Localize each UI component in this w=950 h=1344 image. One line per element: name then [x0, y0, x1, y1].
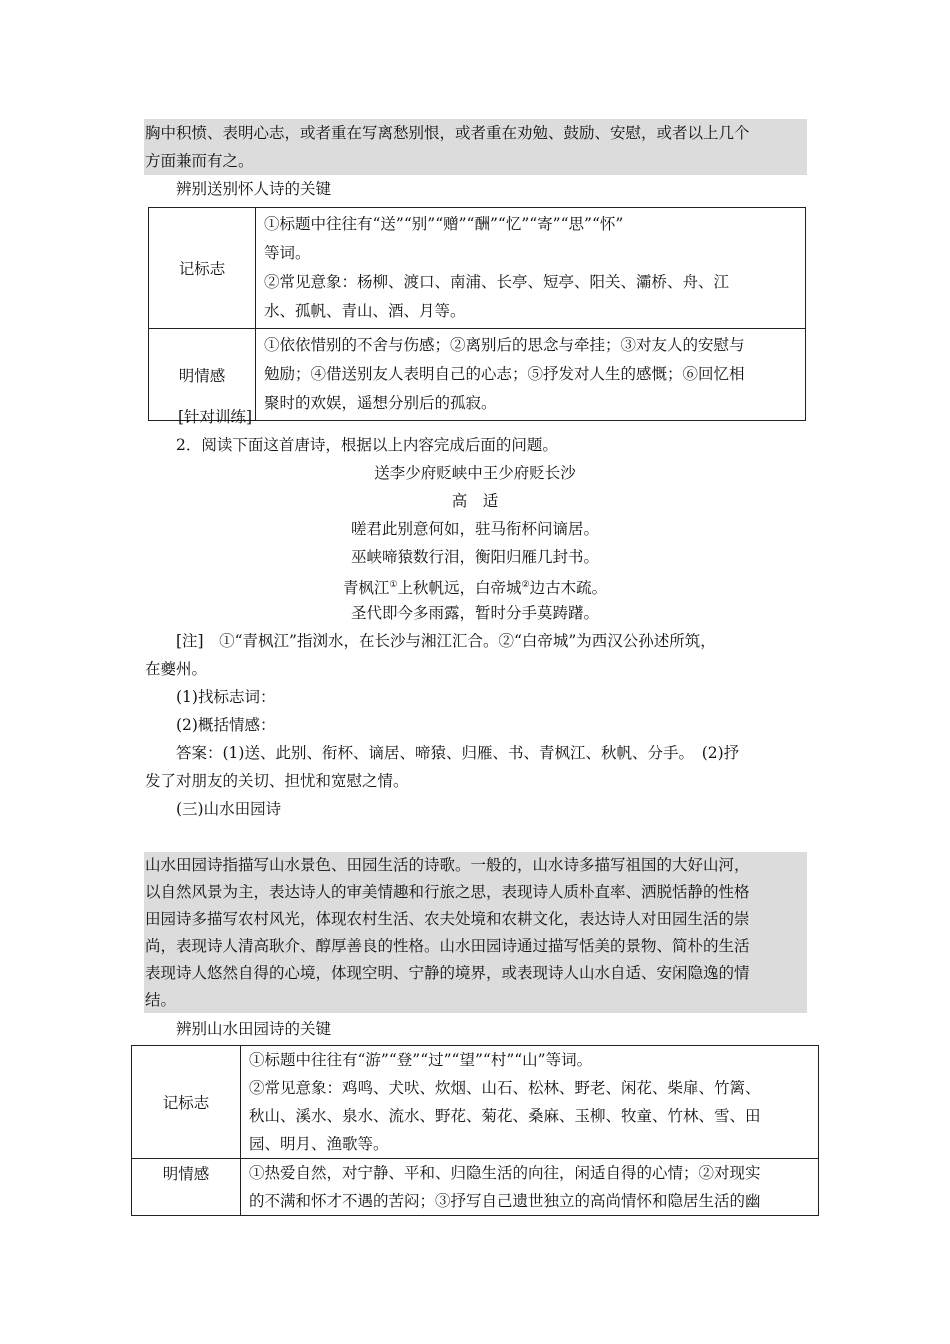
intro-line-2: 方面兼而有之。 [145, 152, 254, 170]
poem-line: 圣代即今多雨露，暂时分手莫踌躇。 [350, 604, 599, 622]
para-line: 山水田园诗指描写山水景色、田园生活的诗歌。一般的，山水诗多描写祖国的大好山河， [145, 856, 750, 874]
content-line: 水、孤帆、青山、酒、月等。 [264, 302, 466, 320]
poem-text: 青枫江 [342, 579, 390, 597]
row-content [256, 329, 806, 421]
poem-author: 高 适 [451, 492, 499, 510]
para-line: 田园诗多描写农村风光，体现农村生活、农夫处境和农耕文化，表达诗人对田园生活的崇 [145, 910, 750, 928]
content-line: 勉励；④借送别友人表明自己的心志；⑤抒发对人生的感慨；⑥回忆相 [264, 365, 745, 383]
content-line: ①标题中往往有“游”“登”“过”“望”“村”“山”等词。 [249, 1051, 593, 1069]
send-off-poem-table [148, 207, 806, 421]
poem-text: 上秋帆远，白帝城 [397, 579, 522, 597]
question-prompt: 2．阅读下面这首唐诗，根据以上内容完成后面的问题。 [176, 436, 558, 454]
para-line: 尚，表现诗人清高耿介、醇厚善良的性格。山水田园诗通过描写恬美的景物、简朴的生活 [145, 937, 750, 955]
row-content [256, 208, 806, 329]
table-row [132, 1046, 819, 1159]
content-line: ②常见意象：杨柳、渡口、南浦、长亭、短亭、阳关、灞桥、舟、江 [264, 273, 730, 291]
intro-line-1: 胸中积愤、表明心志，或者重在写离愁别恨，或者重在劝勉、鼓励、安慰，或者以上几个 [145, 124, 750, 142]
sub-question-1: (1)找标志词： [176, 688, 276, 706]
content-line: 园、明月、渔歌等。 [249, 1135, 389, 1153]
section1-heading: 辨别送别怀人诗的关键 [176, 180, 332, 198]
answer-line-2: 发了对朋友的关切、担忧和宽慰之情。 [145, 772, 409, 790]
training-label: [针对训练] [178, 408, 253, 426]
note-line-2: 在夔州。 [145, 660, 208, 678]
table-row [149, 208, 806, 329]
landscape-highlight [144, 852, 807, 1013]
content-line: ①热爱自然，对宁静、平和、归隐生活的向往，闲适自得的心情；②对现实 [249, 1164, 761, 1182]
section2-heading: 辨别山水田园诗的关键 [176, 1020, 332, 1038]
sub-question-2: (2)概括情感： [176, 716, 276, 734]
content-line: 等词。 [264, 244, 311, 262]
poem-line: 嗟君此别意何如，驻马衔杯问谪居。 [350, 520, 599, 538]
content-line: ①标题中往往有“送”“别”“赠”“酬”“忆”“寄”“思”“怀” [264, 215, 624, 233]
content-line: 秋山、溪水、泉水、流水、野花、菊花、桑麻、玉柳、牧童、竹林、雪、田 [249, 1107, 761, 1125]
section2-title: (三)山水田园诗 [176, 800, 282, 818]
poem-line: 巫峡啼猿数行泪，衡阳归雁几封书。 [350, 548, 599, 566]
row-content [241, 1046, 819, 1159]
landscape-poem-table [131, 1045, 819, 1216]
note-line-1: [注] ①“青枫江”指浏水，在长沙与湘江汇合。②“白帝城”为西汉公孙述所筑， [176, 632, 716, 650]
content-line: 的不满和怀才不遇的苦闷；③抒写自己遗世独立的高尚情怀和隐居生活的幽 [249, 1192, 761, 1210]
row-label: 记标志 [149, 208, 256, 329]
poem-text: 边古木疏。 [529, 579, 608, 597]
row-label: 明情感 [149, 329, 256, 421]
row-label: 明情感 [132, 1159, 241, 1216]
para-line: 表现诗人悠然自得的心境，体现空明、宁静的境界，或表现诗人山水自适、安闲隐逸的情 [145, 964, 750, 982]
para-line: 以自然风景为主，表达诗人的审美情趣和行旅之思，表现诗人质朴直率、洒脱恬静的性格 [145, 883, 750, 901]
poem-line [0, 574, 950, 599]
footnote-marker: ① [389, 580, 398, 590]
content-line: ②常见意象：鸡鸣、犬吠、炊烟、山石、松林、野老、闲花、柴扉、竹篱、 [249, 1079, 761, 1097]
row-label: 记标志 [132, 1046, 241, 1159]
content-line: ①依依惜别的不舍与伤感；②离别后的思念与牵挂；③对友人的安慰与 [264, 336, 745, 354]
content-line: 聚时的欢娱，遥想分别后的孤寂。 [264, 394, 497, 412]
table-row [132, 1159, 819, 1216]
footnote-marker: ② [521, 580, 530, 590]
answer-line-1: 答案：(1)送、此别、衔杯、谪居、啼猿、归雁、书、青枫江、秋帆、分手。 (2)抒 [176, 744, 740, 762]
row-content [241, 1159, 819, 1216]
poem-title: 送李少府贬峡中王少府贬长沙 [374, 464, 576, 482]
para-line: 结。 [145, 991, 177, 1009]
